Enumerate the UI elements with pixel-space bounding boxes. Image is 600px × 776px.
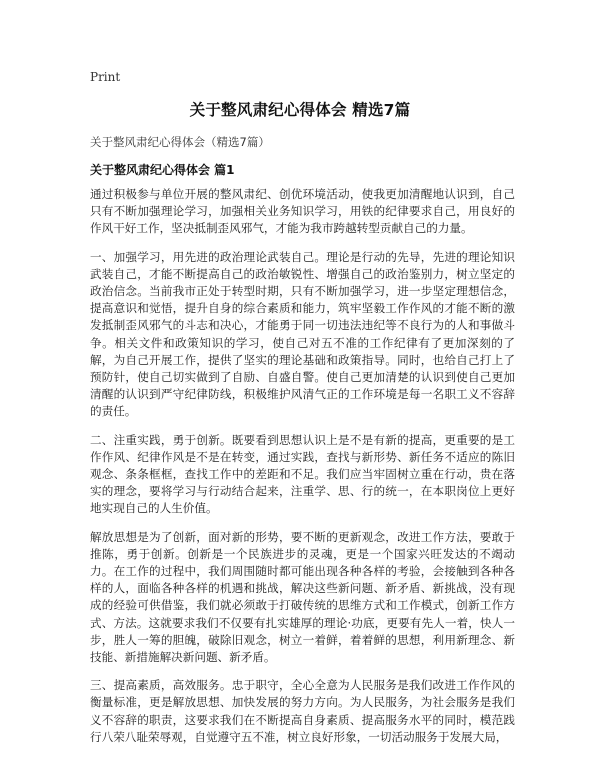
paragraph-intro: 通过积极参与单位开展的整风肃纪、创优环境活动，使我更加清醒地认识到，自己只有不断加强理论学习，加强相关业务知识学习，用铁的纪律要求自己，用良好的作风干好工作，坚决抵制歪风邪气，才能为我市跨越转型贡献自己的力量。 (90, 187, 515, 236)
paragraph-practice: 二、注重实践，勇于创新。既要看到思想认识上是不是有新的提高，更重要的是工作作风、纪律作风是不是在转变，通过实践，查找与新形势、新任务不适应的陈旧观念、条条框框，查找工作中的差距和不足。我们应当牢固树立重在行动，贵在落实的理念，要将学习与行动结合起来，注重学、思、行的统一，在本职岗位上更好地实现自己的人生价值。 (90, 432, 515, 516)
page-title: 关于整风肃纪心得体会 精选7篇 (189, 101, 411, 119)
article-body (90, 186, 515, 757)
paragraph-service: 三、提高素质，高效服务。忠于职守，全心全意为人民服务是我们改进工作作风的衡量标准，更是解放思想、加快发展的努力方向。为人民服务，为社会服务是我们义不容辞的职责，这要求我们在不断提高自身素质、提高服务水平的同时，模范践行八荣八耻荣辱观，自觉遵守五不准，树立良好形象，一切活动服务于发展大局， (90, 678, 515, 744)
document-subtitle: 关于整风肃纪心得体会（精选7篇） (90, 135, 270, 149)
print-link[interactable]: Print (90, 70, 121, 84)
paragraph-study: 一、加强学习，用先进的政治理论武装自己。理论是行动的先导，先进的理论知识武装自己，才能不断提高自己的政治敏锐性、增强自己的政治鉴别力，树立坚定的政治信念。当前我市正处于转型时期，只有不断加强学习，进一步坚定理想信念，提高意识和觉悟，提升自身的综合素质和能力，筑牢坚毅工作作风的才能不断的激发抵制歪风邪气的斗志和决心，才能勇于同一切违法违纪等不良行为的人和事做斗争。相关文件和政策知识的学习，使自己对五不准的工作纪律有了更加深刻的了解，为自己开展工作，提供了坚实的理论基础和政策指导。同时，也给自己打上了预防针，使自己切实做到了自励、自盛自警。使自己更加清楚的认识到使自己更加清醒的认识到严守纪律防线，积极维护风清气正的工作环境是每一名职工义不容辞的责任。 (90, 249, 515, 419)
paragraph-innovation: 解放思想是为了创新，面对新的形势，要不断的更新观念，改进工作方法，要敢于推陈，勇于创新。创新是一个民族进步的灵魂，更是一个国家兴旺发达的不竭动力。在工作的过程中，我们周围随时都可能出现各种各样的考验，会接触到各种各样的人，面临各种各样的机遇和挑战，解决这些新问题、新矛盾、新挑战，没有现成的经验可供借鉴，我们就必须敢于打破传统的思维方式和工作模式，创新工作方式、方法。这就要求我们不仅要有扎实雄厚的理论·功底，更要有先人一着，快人一步，胜人一筹的胆魄，破除旧观念，树立一着鲜，着着鲜的思想，利用新理念、新技能、新措施解决新问题、新矛盾。 (90, 529, 515, 665)
section-heading: 关于整风肃纪心得体会 篇1 (90, 163, 235, 177)
